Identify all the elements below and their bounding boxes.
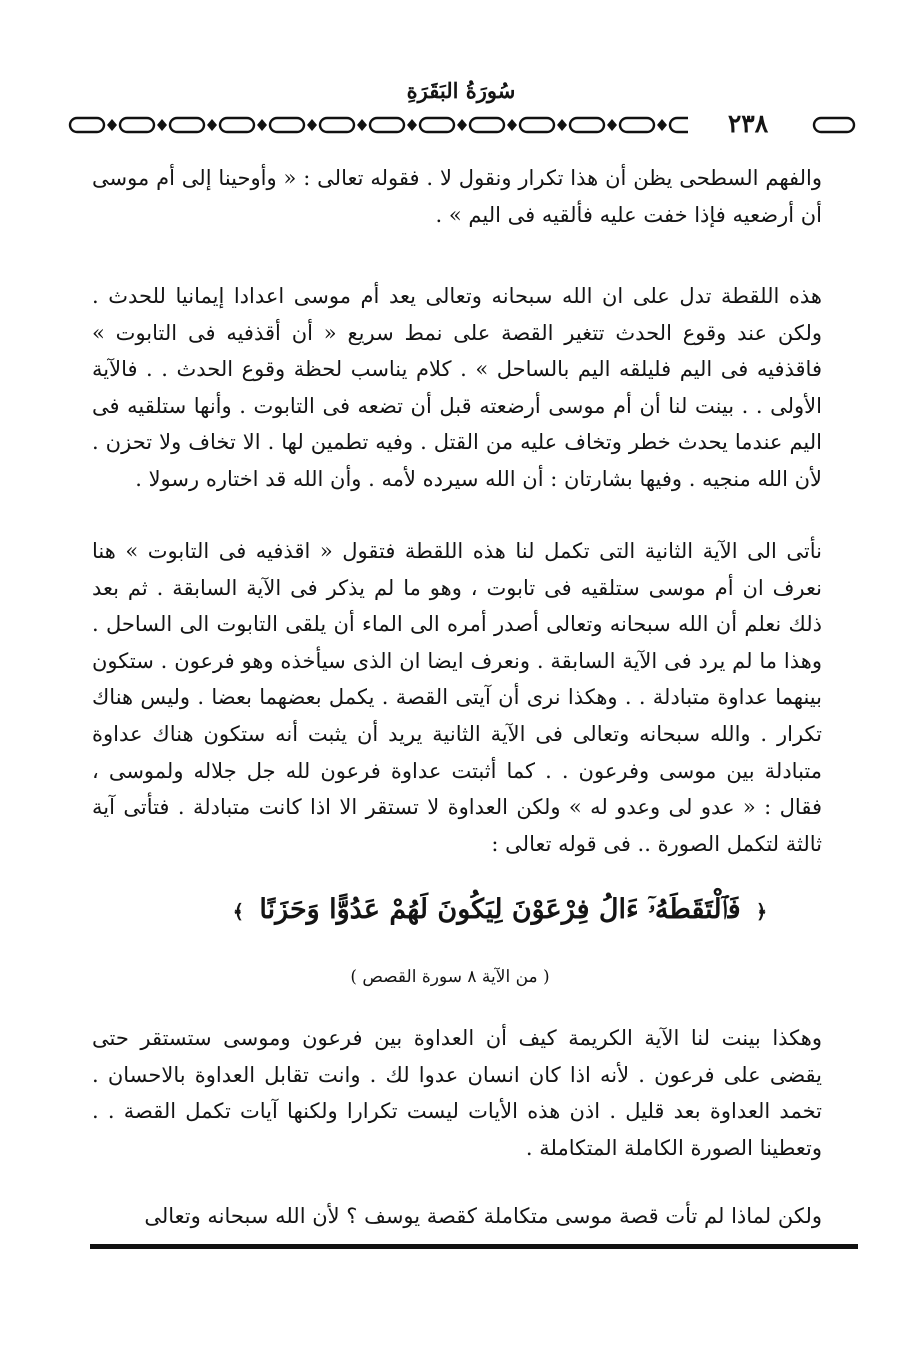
verse-reference: ( من الآية ٨ سورة القصص ): [350, 967, 550, 987]
verse-open-mark: ﴿: [756, 901, 768, 923]
quran-verse: [150, 880, 850, 940]
paragraph-4: وهكذا بينت لنا الآية الكريمة كيف أن العداوة بين فرعون وموسى ستستقر حتى يقضى على فرعون . لأنه اذا كان انسان عدوا لك . وانت تقابل العداوة بالاحسان . تخمد العداوة بعد قليل . اذن هذه الأيات ليست تكرارا ولكنها آيات تكمل القصة . . وتعطينا الصورة الكاملة المتكاملة .: [92, 1026, 822, 1160]
verse-text: فَٱلْتَقَطَهُۥٓ ءَالُ فِرْعَوْنَ لِيَكُونَ لَهُمْ عَدُوًّا وَحَزَنًا: [259, 894, 741, 925]
surah-title: سُورَةُ البَقَرَةِ: [406, 78, 516, 103]
paragraph-5: ولكن لماذا لم تأت قصة موسى متكاملة كقصة يوسف ؟ لأن الله سبحانه وتعالى: [144, 1204, 822, 1228]
paragraph-1: والفهم السطحى يظن أن هذا تكرار ونقول لا . فقوله تعالى : « وأوحينا إلى أم موسى أن أرضعيه فإذا خفت عليه فألقيه فى اليم » .: [92, 166, 822, 227]
paragraph-2: هذه اللقطة تدل على ان الله سبحانه وتعالى يعد أم موسى اعدادا إيمانيا للحدث . ولكن عند وقوع الحدث تتغير القصة على نمط سريع « أن أقذفيه فى التابوت » فاقذفيه فى اليم فليلقه اليم بالساحل » . كلام يناسب لحظة وقوع الحدث . . فالآية الأولى . . بينت لنا أن أم موسى أرضعته قبل أن تضعه فى التابوت . وأنها ستلقيه فى اليم عندما يحدث خطر وتخاف عليه من القتل . وفيه تطمين لها . الا تخاف ولا تحزن . لأن الله منجيه . وفيها بشارتان : أن الله سيرده لأمه . وأن الله قد اختاره رسولا .: [92, 284, 822, 491]
page-number: ٢٣٨: [688, 108, 808, 140]
paragraph-3: نأتى الى الآية الثانية التى تكمل لنا هذه اللقطة فتقول « اقذفيه فى التابوت » هنا نعرف ان أم موسى ستلقيه فى تابوت ، وهو ما لم يذكر فى الآية السابقة . ثم بعد ذلك نعلم أن الله سبحانه وتعالى أصدر أمره الى الماء أن يلقى التابوت الى الساحل . وهذا ما لم يرد فى الآية السابقة . ونعرف ايضا ان الذى سيأخذه وهو فرعون . ستكون بينهما عداوة متبادلة . . وهكذا نرى أن آيتى القصة . يكمل بعضهما بعضا . وليس هناك تكرار . والله سبحانه وتعالى فى الآية الثانية يريد أن يثبت أنه ستكون هناك عداوة متبادلة بين موسى وفرعون . . كما أثبتت عداوة فرعون لله جل جلاله ولموسى ، فقال : « عدو لى وعدو له » ولكن العداوة لا تستقر الا اذا كانت متبادلة . فتأتى آية ثالثة لتكمل الصورة .. فى قوله تعالى :: [92, 539, 822, 856]
bottom-rule: [90, 1244, 858, 1249]
verse-close-mark: ﴾: [232, 901, 244, 923]
